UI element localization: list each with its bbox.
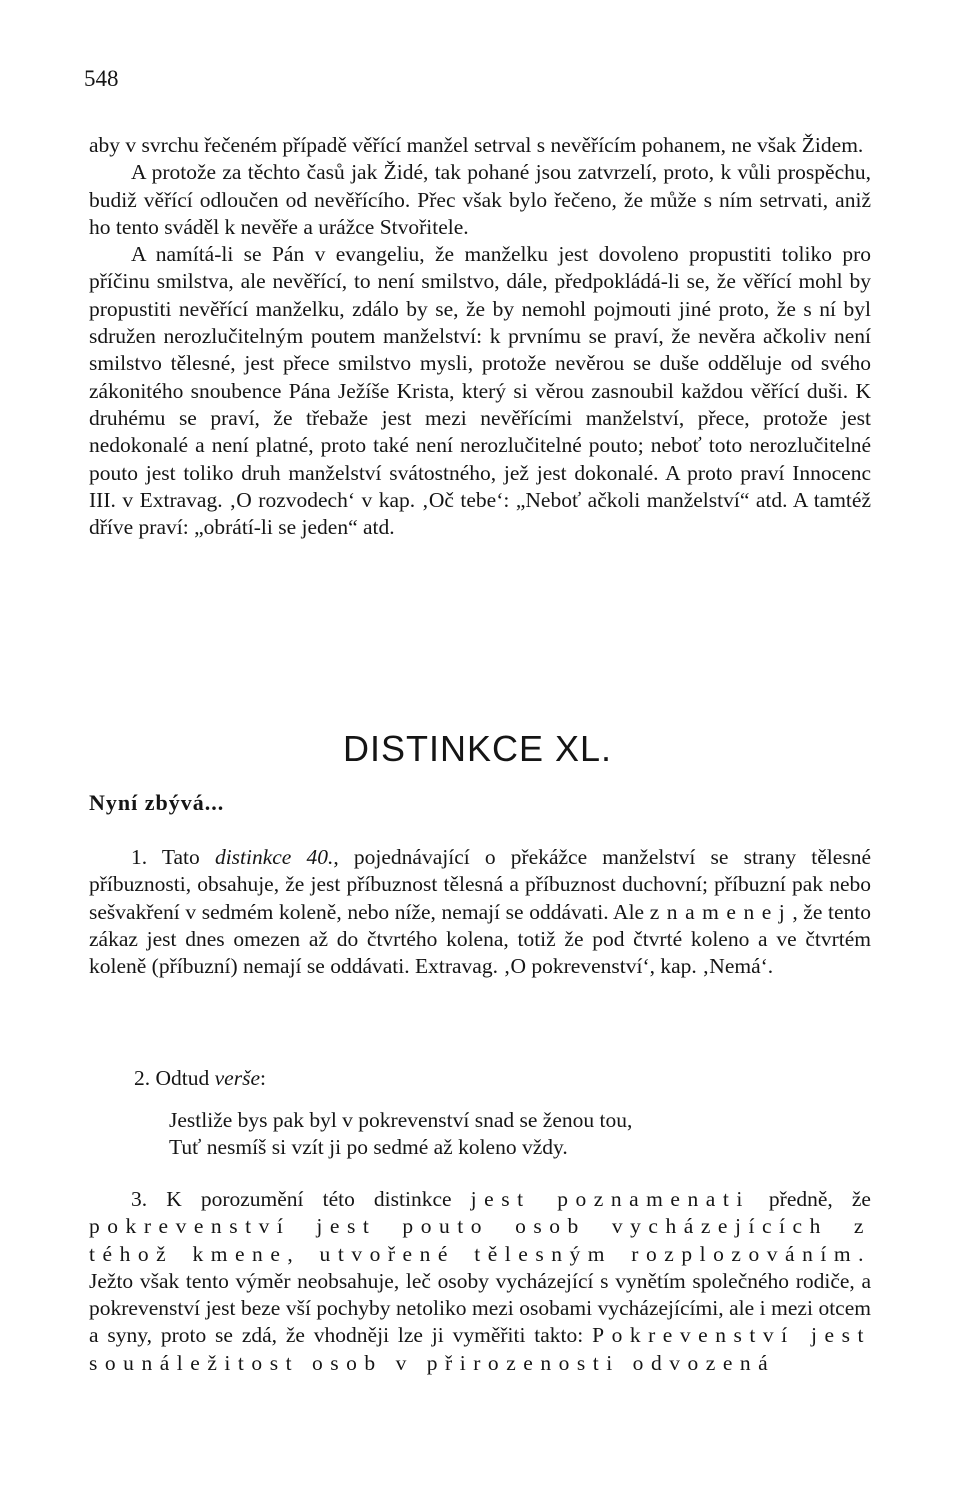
verse-block [169,1107,632,1162]
item-text: předně, že [749,1187,871,1211]
item-text: Ježto však tento výměr neobsahuje, leč osoby vycházející s vynětím společného rodiče, a pokrevenství jest beze vší pochyby netoliko mezi osobami vycházejícími, ale i mezi otcem a syny, proto se zdá, že vhodněji lze ji vyměřiti takto: [89,1268,871,1348]
item-text: : [260,1066,266,1090]
spaced-emphasis: znamenej [649,899,793,924]
item-text: Tato [147,845,215,869]
item-text: , že tento zákaz jest dnes omezen až do čtvrtého kolena, totiž že pod čtvrté koleno a ve čtvrtém koleně (příbuzní) nemají se oddávati. Extravag. ‚O pokrevenství‘, kap. ‚Nemá‘. [89,899,872,979]
item-text: Odtud [150,1066,215,1090]
body-text-items [89,844,871,980]
spaced-emphasis: jest poznamenati [470,1187,750,1211]
item-number: 2. [134,1066,151,1090]
spaced-emphasis: Pokrevenství jest sounáležitost osob v přirozenosti odvozená [89,1323,871,1375]
verse-line: Jestliže bys pak byl v pokrevenství snad se ženou tou, [169,1108,633,1132]
body-text-top [89,132,871,541]
paragraph: A protože za těchto časů jak Židé, tak pohané jsou zatvrzelí, proto, k vůli prospěchu, budiž věřící odloučen od nevěřícího. Přec však bylo řečeno, že může s ním setrvati, aniž ho tento sváděl k nevěře a urážce Stvořitele. [89,160,871,239]
paragraph-continuation: aby v svrchu řečeném případě věřící manžel setrval s nevěřícím pohanem, ne však Židem. [89,133,864,157]
section-lead: Nyní zbývá... [89,790,225,815]
item-emphasis: distinkce 40. [214,845,334,869]
item-text: , pojednávající o překážce manželství se strany tělesné příbuznosti, obsahuje, že jest příbuznost tělesná a příbuznost duchovní; příbuzní pak nebo sešvakření v sedmém koleně, nebo níže, nemají se oddávati. Ale [89,845,871,924]
item-number: 1. [131,845,148,869]
numbered-line [134,1066,266,1091]
paragraph: A namítá-li se Pán v evangeliu, že manželku jest dovoleno propustiti toliko pro příčinu smilstva, ale nevěřící, to není smilstvo, dále, předpokládá-li se, že věřící mohl by propustiti nevěřící manželku, zdálo by se, že by nemohl pojmouti jiné proto, že s ní byl sdružen nerozlučitelným poutem manželství: k prvnímu se praví, že nevěra ačkoliv není smilstvo tělesné, jest přece smilstvo mysli, protože nevěrou se duše odděluje od svého zákonitého snoubence Pána Ježíše Krista, který si věrou zasnoubil každou věřící duši. K druhému se praví, že třebaže jest mezi nevěřícími manželství, přece, protože jest nedokonalé a není platné, proto také není nerozlučitelné pouto; neboť toto nerozlučitelné pouto jest toliko druh manželství svátostného, jež jest dokonalé. A proto praví Innocenc III. v Extravag. ‚O rozvodech‘ v kap. ‚Oč tebe‘: „Neboť ačkoli manželství“ atd. A tamtéž dříve praví: „obrátí-li se jeden“ atd. [89,242,871,540]
numbered-paragraph [89,1186,871,1377]
verse-line: Tuť nesmíš si vzít ji po sedmé až koleno vždy. [169,1135,568,1160]
section-heading: DISTINKCE XL. [343,728,613,769]
spaced-emphasis: pokrevenství jest pouto osob vycházejících z téhož kmene, utvořené tělesným rozplozováním. [89,1214,871,1266]
item-number: 3. [131,1187,148,1211]
page-number: 548 [84,66,119,91]
item-text: K porozumění této distinkce [147,1187,471,1211]
item-emphasis: verše [214,1066,260,1090]
numbered-paragraph [89,844,871,980]
body-text-bottom [89,1186,871,1377]
